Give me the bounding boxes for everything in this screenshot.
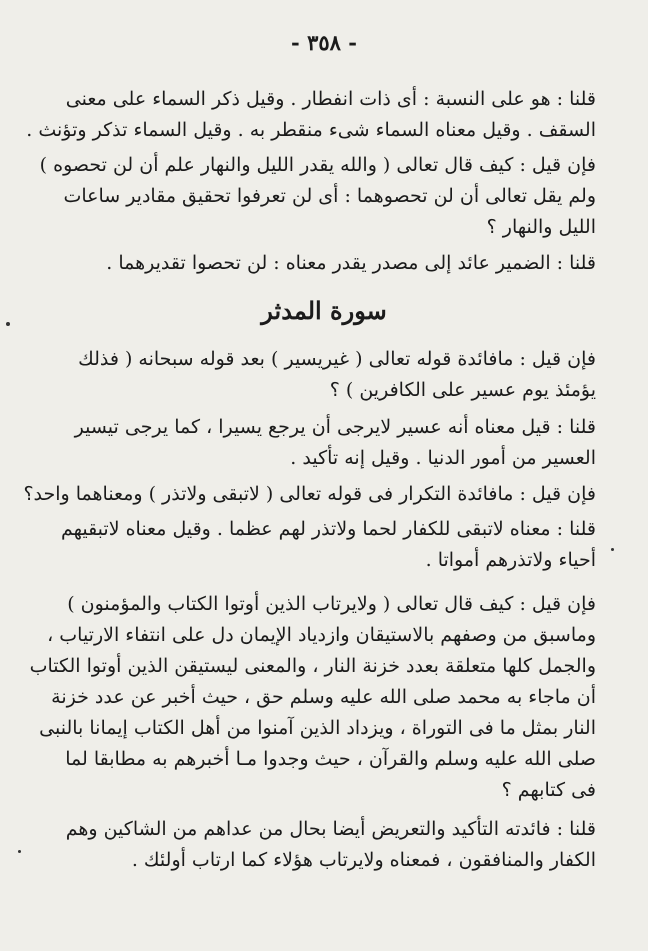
text-line: العسير من أمور الدنيا . وقيل إنه تأكيد . (290, 447, 596, 469)
text-line: فإن قيل : كيف قال تعالى ( والله يقدر الليل والنهار علم أن لن تحصوه ) (39, 154, 596, 176)
ink-speck (611, 548, 614, 551)
text-line: قلنا : هو على النسبة : أى ذات انفطار . وقيل ذكر السماء على معنى (65, 88, 596, 110)
text-line: قلنا : فائدته التأكيد والتعريض أيضا بحال من عداهم من الشاكين وهم (65, 818, 596, 840)
text-line: فإن قيل : كيف قال تعالى ( ولايرتاب الذين أوتوا الكتاب والمؤمنون ) (67, 593, 596, 615)
ink-speck (6, 322, 10, 326)
text-line: وماسبق من وصفهم بالاستيقان وازدياد الإيمان دل على انتفاء الارتياب ، (47, 624, 596, 646)
text-line: صلى الله عليه وسلم والقرآن ، حيث وجدوا مـا أخبرهم به مطابقا لما (65, 748, 596, 770)
text-line: والجمل كلها متعلقة بعدد خزنة النار ، والمعنى ليستيقن الذين أوتوا الكتاب (29, 655, 596, 677)
text-line: أحياء ولاتذرهم أمواتا . (425, 549, 596, 571)
ink-speck (18, 850, 21, 853)
text-line: أن ماجاء به محمد صلى الله عليه وسلم حق ، حيث أخبر عن عدد خزنة (51, 686, 596, 708)
text-line: قلنا : قيل معناه أنه عسير لايرجى أن يرجع يسيرا ، كما يرجى تيسير (74, 416, 596, 438)
text-line: فإن قيل : مافائدة التكرار فى قوله تعالى ( لاتبقى ولاتذر ) ومعناهما واحد؟ (23, 483, 596, 505)
text-line: فإن قيل : مافائدة قوله تعالى ( غيريسير ) بعد قوله سبحانه ( فذلك (78, 348, 596, 370)
text-line: قلنا : معناه لاتبقى للكفار لحما ولاتذر لهم عظما . وقيل معناه لاتبقيهم (60, 518, 596, 540)
page-number: - ٣٥٨ - (291, 30, 357, 55)
text-line: النار بمثل ما فى التوراة ، ويزداد الذين آمنوا من أهل الكتاب إيمانا بالنبى (39, 717, 596, 739)
text-line: يؤمئذ يوم عسير على الكافرين ) ؟ (329, 379, 596, 401)
text-line: فى كتابهم ؟ (501, 779, 596, 801)
text-line: الكفار والمنافقون ، فمعناه ولايرتاب هؤلاء كما ارتاب أولئك . (131, 849, 596, 871)
text-line: قلنا : الضمير عائد إلى مصدر يقدر معناه : لن تحصوا تقديرهما . (106, 252, 596, 274)
text-line: ولم يقل تعالى أن لن تحصوهما : أى لن تعرفوا تحقيق مقادير ساعات (63, 185, 596, 207)
text-line: السقف . وقيل معناه السماء شىء منقطر به . وقيل السماء تذكر وتؤنث . (26, 119, 596, 141)
text-line: الليل والنهار ؟ (486, 216, 596, 238)
surah-heading: سورة المدثر (261, 296, 387, 325)
